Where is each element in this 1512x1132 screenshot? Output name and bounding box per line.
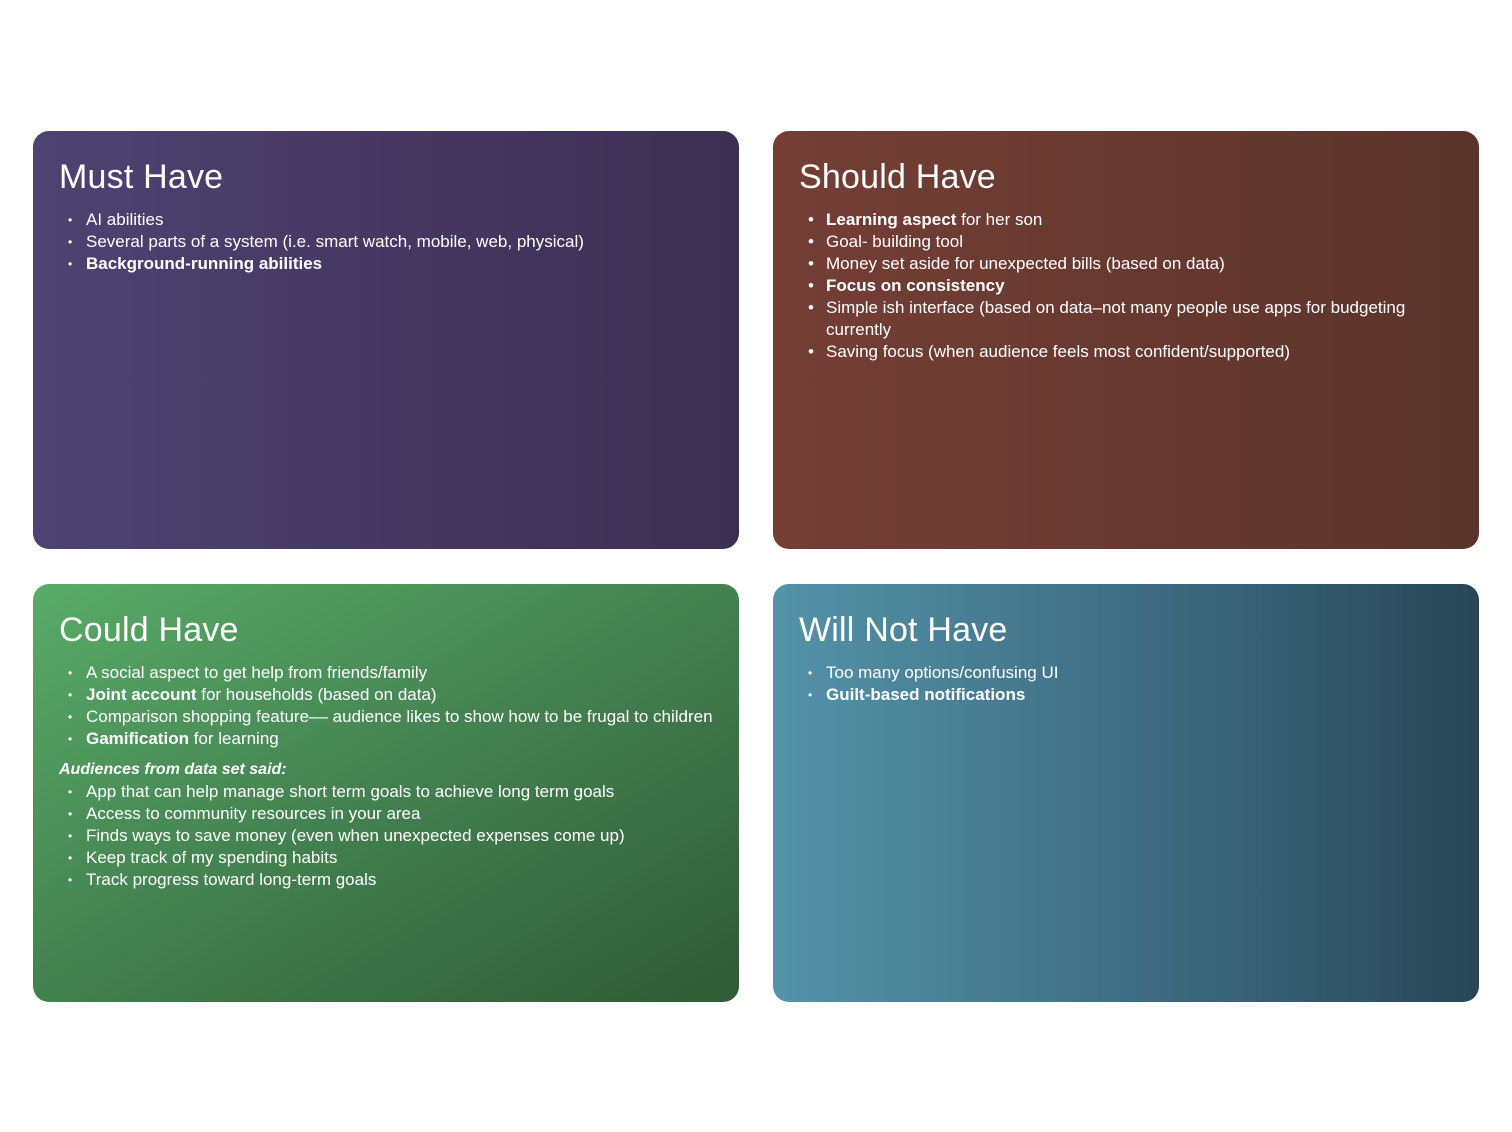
will-not-have-card — [773, 584, 1479, 1002]
list-item: • Access to community resources in your area — [59, 803, 713, 825]
will-not-have-list — [799, 662, 1453, 706]
list-item: • Several parts of a system (i.e. smart watch, mobile, web, physical) — [59, 231, 713, 253]
could-have-title: Could Have — [59, 611, 239, 649]
list-item: • App that can help manage short term goals to achieve long term goals — [59, 781, 713, 803]
list-item: • Background-running abilities — [59, 253, 713, 275]
audience-list — [59, 781, 713, 891]
list-item: • Guilt-based notifications — [799, 684, 1453, 706]
should-have-card — [773, 131, 1479, 549]
must-have-card — [33, 131, 739, 549]
list-item: • Focus on consistency — [799, 275, 1453, 297]
list-item: • Goal- building tool — [799, 231, 1453, 253]
will-not-have-title: Will Not Have — [799, 611, 1008, 649]
list-item: • Joint account for households (based on data) — [59, 684, 713, 706]
list-item: • Comparison shopping feature–– audience likes to show how to be frugal to children — [59, 706, 713, 728]
list-item: • A social aspect to get help from friends/family — [59, 662, 713, 684]
list-item: • Finds ways to save money (even when unexpected expenses come up) — [59, 825, 713, 847]
list-item: • Keep track of my spending habits — [59, 847, 713, 869]
must-have-list — [59, 209, 713, 275]
list-item: • AI abilities — [59, 209, 713, 231]
list-item: • Money set aside for unexpected bills (based on data) — [799, 253, 1453, 275]
must-have-title: Must Have — [59, 158, 224, 196]
should-have-list — [799, 209, 1453, 363]
could-have-card — [33, 584, 739, 1002]
list-item: • Saving focus (when audience feels most confident/supported) — [799, 341, 1453, 363]
should-have-title: Should Have — [799, 158, 996, 196]
list-item: • Track progress toward long-term goals — [59, 869, 713, 891]
list-item: • Simple ish interface (based on data–not many people use apps for budgeting currently — [799, 297, 1453, 341]
list-item: • Learning aspect for her son — [799, 209, 1453, 231]
list-item: • Gamification for learning — [59, 728, 713, 750]
list-item: • Too many options/confusing UI — [799, 662, 1453, 684]
could-have-list — [59, 662, 713, 750]
audience-heading: Audiences from data set said: — [59, 761, 287, 778]
